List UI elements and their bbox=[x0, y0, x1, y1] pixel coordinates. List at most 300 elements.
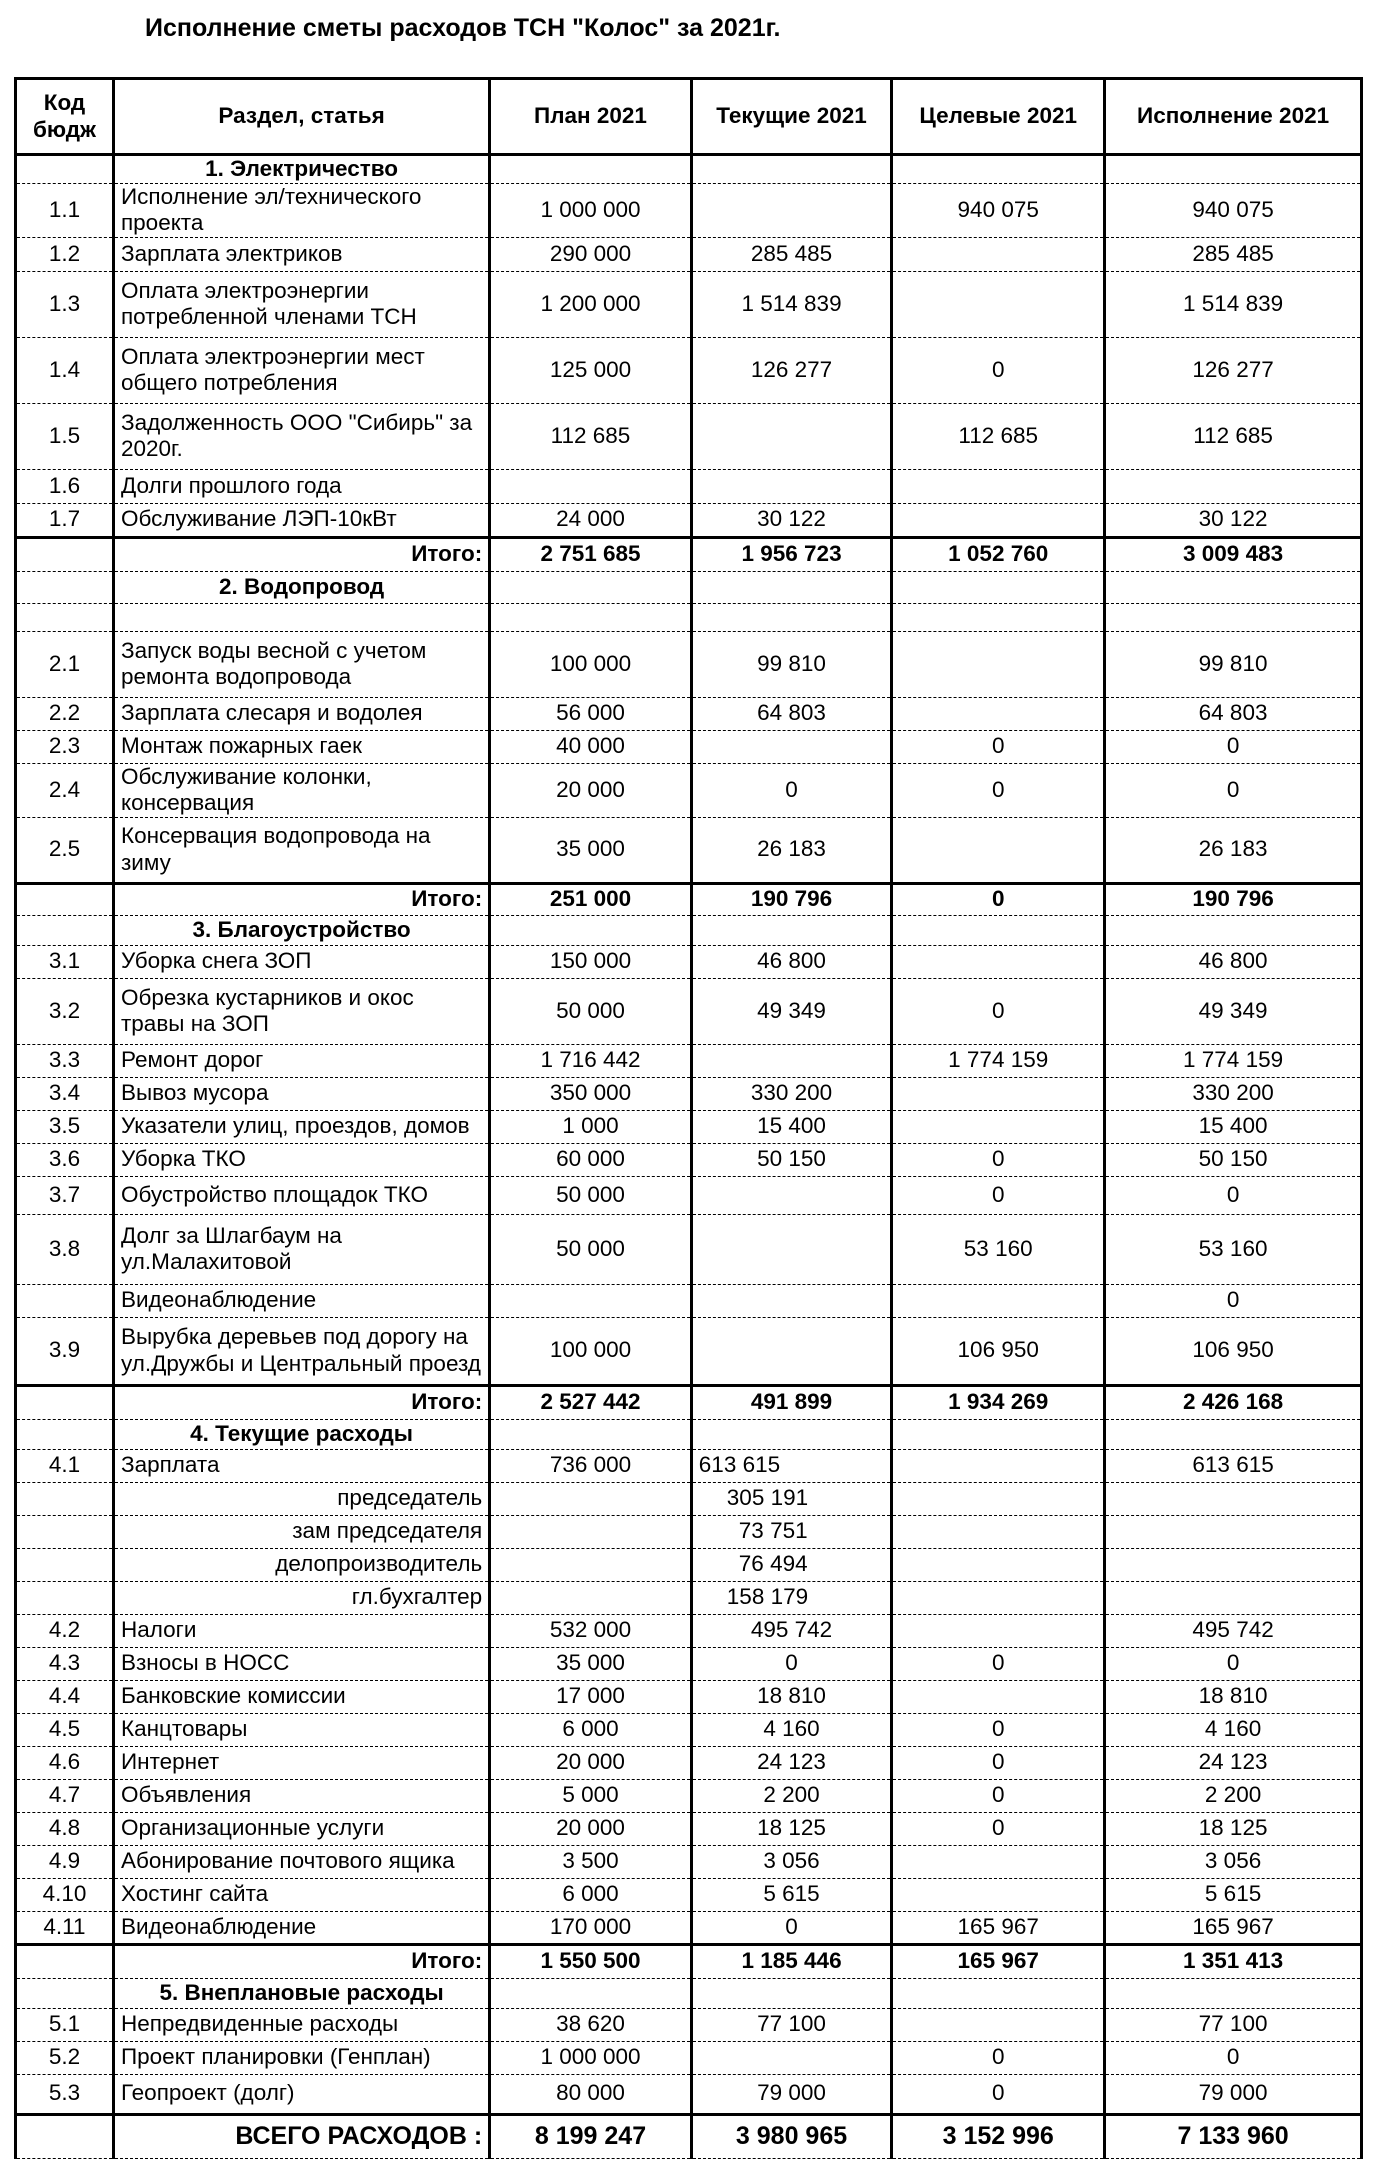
table-row bbox=[16, 2074, 1362, 2114]
row-name: Обрезка кустарников и окос травы на ЗОП bbox=[113, 978, 489, 1044]
table-row bbox=[16, 945, 1362, 978]
salary-position: зам председателя bbox=[113, 1515, 489, 1548]
row-code: 4.8 bbox=[16, 1812, 114, 1845]
row-code: 4.6 bbox=[16, 1746, 114, 1779]
row-current: 1 514 839 bbox=[691, 271, 891, 337]
section-header-row bbox=[16, 1978, 1362, 2008]
row-current bbox=[691, 1176, 891, 1214]
row-exec: 3 056 bbox=[1105, 1845, 1362, 1878]
table-row bbox=[16, 271, 1362, 337]
row-current: 30 122 bbox=[691, 503, 891, 537]
total-target: 1 934 269 bbox=[892, 1385, 1105, 1419]
row-name: Геопроект (долг) bbox=[113, 2074, 489, 2114]
header-section: Раздел, статья bbox=[113, 79, 489, 155]
section-total-row bbox=[16, 537, 1362, 571]
row-plan: 532 000 bbox=[490, 1614, 692, 1647]
row-target bbox=[892, 271, 1105, 337]
total-current: 190 796 bbox=[691, 883, 891, 915]
row-plan: 24 000 bbox=[490, 503, 692, 537]
row-plan: 50 000 bbox=[490, 1214, 692, 1284]
row-target bbox=[892, 1680, 1105, 1713]
row-exec: 613 615 bbox=[1105, 1449, 1362, 1482]
row-name: Задолженность ООО "Сибирь" за 2020г. bbox=[113, 403, 489, 469]
row-exec: 330 200 bbox=[1105, 1077, 1362, 1110]
row-plan: 150 000 bbox=[490, 945, 692, 978]
section-title: 2. Водопровод bbox=[113, 571, 489, 603]
row-name: Непредвиденные расходы bbox=[113, 2008, 489, 2041]
row-name: Ремонт дорог bbox=[113, 1044, 489, 1077]
row-exec: 1 774 159 bbox=[1105, 1044, 1362, 1077]
row-current: 0 bbox=[691, 1647, 891, 1680]
row-name: Уборка ТКО bbox=[113, 1143, 489, 1176]
table-row bbox=[16, 1284, 1362, 1317]
row-plan: 20 000 bbox=[490, 763, 692, 817]
row-exec: 0 bbox=[1105, 2041, 1362, 2074]
section-header-row bbox=[16, 1419, 1362, 1449]
row-current: 18 810 bbox=[691, 1680, 891, 1713]
row-plan: 350 000 bbox=[490, 1077, 692, 1110]
total-target: 1 052 760 bbox=[892, 537, 1105, 571]
total-label: Итого: bbox=[113, 1385, 489, 1419]
table-row bbox=[16, 730, 1362, 763]
row-exec: 940 075 bbox=[1105, 183, 1362, 237]
row-exec: 0 bbox=[1105, 730, 1362, 763]
row-exec: 0 bbox=[1105, 1647, 1362, 1680]
total-exec: 190 796 bbox=[1105, 883, 1362, 915]
row-target: 106 950 bbox=[892, 1317, 1105, 1385]
row-code: 4.2 bbox=[16, 1614, 114, 1647]
section-total-row bbox=[16, 1385, 1362, 1419]
header-plan: План 2021 bbox=[490, 79, 692, 155]
row-code: 3.5 bbox=[16, 1110, 114, 1143]
total-target: 165 967 bbox=[892, 1944, 1105, 1978]
header-current: Текущие 2021 bbox=[691, 79, 891, 155]
row-name: Абонирование почтового ящика bbox=[113, 1845, 489, 1878]
row-plan: 125 000 bbox=[490, 337, 692, 403]
table-row bbox=[16, 1812, 1362, 1845]
row-name: Объявления bbox=[113, 1779, 489, 1812]
table-row bbox=[16, 631, 1362, 697]
row-code: 3.3 bbox=[16, 1044, 114, 1077]
row-plan bbox=[490, 1284, 692, 1317]
grand-total-target: 3 152 996 bbox=[892, 2114, 1105, 2158]
salary-breakdown-row bbox=[16, 1482, 1362, 1515]
row-target: 940 075 bbox=[892, 183, 1105, 237]
row-plan: 20 000 bbox=[490, 1812, 692, 1845]
row-code: 5.1 bbox=[16, 2008, 114, 2041]
row-plan: 35 000 bbox=[490, 817, 692, 883]
row-plan: 736 000 bbox=[490, 1449, 692, 1482]
row-current: 0 bbox=[691, 763, 891, 817]
row-current bbox=[691, 1044, 891, 1077]
table-row bbox=[16, 1044, 1362, 1077]
row-code: 1.2 bbox=[16, 237, 114, 271]
row-code: 1.1 bbox=[16, 183, 114, 237]
row-current: 330 200 bbox=[691, 1077, 891, 1110]
row-code: 3.9 bbox=[16, 1317, 114, 1385]
row-name: Вывоз мусора bbox=[113, 1077, 489, 1110]
row-current bbox=[691, 2041, 891, 2074]
row-name: Налоги bbox=[113, 1614, 489, 1647]
table-row bbox=[16, 1713, 1362, 1746]
table-row bbox=[16, 763, 1362, 817]
salary-amount: 305 191 bbox=[691, 1482, 891, 1515]
row-code: 1.3 bbox=[16, 271, 114, 337]
row-code: 4.7 bbox=[16, 1779, 114, 1812]
row-plan: 1 000 000 bbox=[490, 2041, 692, 2074]
row-name: Долги прошлого года bbox=[113, 469, 489, 503]
row-target: 0 bbox=[892, 1746, 1105, 1779]
row-name: Долг за Шлагбаум на ул.Малахитовой bbox=[113, 1214, 489, 1284]
row-code: 2.4 bbox=[16, 763, 114, 817]
row-plan: 40 000 bbox=[490, 730, 692, 763]
row-exec: 26 183 bbox=[1105, 817, 1362, 883]
salary-breakdown-row bbox=[16, 1515, 1362, 1548]
row-plan: 50 000 bbox=[490, 978, 692, 1044]
empty-row bbox=[16, 603, 1362, 631]
row-current: 3 056 bbox=[691, 1845, 891, 1878]
row-name: Вырубка деревьев под дорогу на ул.Дружбы и Центральный проезд bbox=[113, 1317, 489, 1385]
salary-amount: 73 751 bbox=[691, 1515, 891, 1548]
row-target: 0 bbox=[892, 1713, 1105, 1746]
table-row bbox=[16, 1110, 1362, 1143]
row-name: Указатели улиц, проездов, домов bbox=[113, 1110, 489, 1143]
salary-breakdown-row bbox=[16, 1548, 1362, 1581]
row-code: 4.1 bbox=[16, 1449, 114, 1482]
row-exec: 30 122 bbox=[1105, 503, 1362, 537]
row-target bbox=[892, 817, 1105, 883]
row-current: 5 615 bbox=[691, 1878, 891, 1911]
row-current: 99 810 bbox=[691, 631, 891, 697]
row-exec: 77 100 bbox=[1105, 2008, 1362, 2041]
budget-execution-table bbox=[14, 77, 1363, 2159]
row-exec: 112 685 bbox=[1105, 403, 1362, 469]
salary-position: делопроизводитель bbox=[113, 1548, 489, 1581]
row-current: 2 200 bbox=[691, 1779, 891, 1812]
row-current: 15 400 bbox=[691, 1110, 891, 1143]
total-exec: 3 009 483 bbox=[1105, 537, 1362, 571]
row-target bbox=[892, 1077, 1105, 1110]
row-current bbox=[691, 403, 891, 469]
row-code: 3.7 bbox=[16, 1176, 114, 1214]
row-exec: 165 967 bbox=[1105, 1911, 1362, 1944]
row-code: 4.5 bbox=[16, 1713, 114, 1746]
table-row bbox=[16, 1214, 1362, 1284]
row-exec: 15 400 bbox=[1105, 1110, 1362, 1143]
row-plan: 20 000 bbox=[490, 1746, 692, 1779]
row-current bbox=[691, 469, 891, 503]
row-target: 0 bbox=[892, 337, 1105, 403]
row-target: 0 bbox=[892, 2074, 1105, 2114]
total-plan: 251 000 bbox=[490, 883, 692, 915]
row-current bbox=[691, 183, 891, 237]
row-plan bbox=[490, 469, 692, 503]
row-name: Организационные услуги bbox=[113, 1812, 489, 1845]
row-current: 77 100 bbox=[691, 2008, 891, 2041]
row-current: 50 150 bbox=[691, 1143, 891, 1176]
row-target: 0 bbox=[892, 2041, 1105, 2074]
row-target: 0 bbox=[892, 1647, 1105, 1680]
table-row bbox=[16, 1911, 1362, 1944]
row-plan: 112 685 bbox=[490, 403, 692, 469]
row-code: 2.1 bbox=[16, 631, 114, 697]
row-code: 2.2 bbox=[16, 697, 114, 730]
document-title: Исполнение сметы расходов ТСН "Колос" за 2021г. bbox=[145, 14, 781, 42]
table-row bbox=[16, 1878, 1362, 1911]
row-exec: 106 950 bbox=[1105, 1317, 1362, 1385]
row-current: 126 277 bbox=[691, 337, 891, 403]
row-name: Взносы в НОСС bbox=[113, 1647, 489, 1680]
row-exec: 0 bbox=[1105, 1284, 1362, 1317]
table-row bbox=[16, 1614, 1362, 1647]
row-exec: 50 150 bbox=[1105, 1143, 1362, 1176]
row-target bbox=[892, 697, 1105, 730]
row-plan: 100 000 bbox=[490, 631, 692, 697]
row-plan: 290 000 bbox=[490, 237, 692, 271]
row-target bbox=[892, 237, 1105, 271]
row-exec: 5 615 bbox=[1105, 1878, 1362, 1911]
row-code: 3.4 bbox=[16, 1077, 114, 1110]
row-current: 0 bbox=[691, 1911, 891, 1944]
row-target bbox=[892, 1284, 1105, 1317]
row-plan: 1 200 000 bbox=[490, 271, 692, 337]
total-plan: 2 751 685 bbox=[490, 537, 692, 571]
row-target: 165 967 bbox=[892, 1911, 1105, 1944]
section-title: 5. Внеплановые расходы bbox=[113, 1978, 489, 2008]
total-plan: 2 527 442 bbox=[490, 1385, 692, 1419]
row-name: Интернет bbox=[113, 1746, 489, 1779]
salary-breakdown-row bbox=[16, 1581, 1362, 1614]
row-current: 64 803 bbox=[691, 697, 891, 730]
row-plan: 5 000 bbox=[490, 1779, 692, 1812]
table-row bbox=[16, 1746, 1362, 1779]
row-plan: 35 000 bbox=[490, 1647, 692, 1680]
row-target: 0 bbox=[892, 1779, 1105, 1812]
total-current: 491 899 bbox=[691, 1385, 891, 1419]
grand-total-row bbox=[16, 2114, 1362, 2158]
total-target: 0 bbox=[892, 883, 1105, 915]
row-name: Оплата электроэнергии потребленной членами ТСН bbox=[113, 271, 489, 337]
row-plan: 3 500 bbox=[490, 1845, 692, 1878]
row-current: 613 615 bbox=[691, 1449, 891, 1482]
row-target: 112 685 bbox=[892, 403, 1105, 469]
total-label: Итого: bbox=[113, 883, 489, 915]
section-header-row bbox=[16, 155, 1362, 184]
row-current bbox=[691, 1284, 891, 1317]
row-name: Зарплата слесаря и водолея bbox=[113, 697, 489, 730]
table-row bbox=[16, 2008, 1362, 2041]
table-row bbox=[16, 503, 1362, 537]
row-plan: 17 000 bbox=[490, 1680, 692, 1713]
section-title: 1. Электричество bbox=[113, 155, 489, 184]
table-row bbox=[16, 1317, 1362, 1385]
table-row bbox=[16, 337, 1362, 403]
row-code bbox=[16, 1284, 114, 1317]
total-exec: 2 426 168 bbox=[1105, 1385, 1362, 1419]
row-current bbox=[691, 1317, 891, 1385]
table-header-row bbox=[16, 79, 1362, 155]
total-label: Итого: bbox=[113, 537, 489, 571]
row-current bbox=[691, 730, 891, 763]
row-name: Видеонаблюдение bbox=[113, 1911, 489, 1944]
row-code: 1.5 bbox=[16, 403, 114, 469]
row-target bbox=[892, 1614, 1105, 1647]
table-row bbox=[16, 1845, 1362, 1878]
row-code: 3.2 bbox=[16, 978, 114, 1044]
table-row bbox=[16, 1077, 1362, 1110]
row-target: 0 bbox=[892, 1176, 1105, 1214]
row-code: 5.2 bbox=[16, 2041, 114, 2074]
row-target bbox=[892, 631, 1105, 697]
row-current: 49 349 bbox=[691, 978, 891, 1044]
row-current: 495 742 bbox=[691, 1614, 891, 1647]
table-row bbox=[16, 1779, 1362, 1812]
row-code: 1.7 bbox=[16, 503, 114, 537]
total-current: 1 185 446 bbox=[691, 1944, 891, 1978]
row-target: 0 bbox=[892, 730, 1105, 763]
row-target: 0 bbox=[892, 978, 1105, 1044]
salary-amount: 158 179 bbox=[691, 1581, 891, 1614]
row-exec: 0 bbox=[1105, 763, 1362, 817]
table-row bbox=[16, 403, 1362, 469]
grand-total-current: 3 980 965 bbox=[691, 2114, 891, 2158]
row-name: Обустройство площадок ТКО bbox=[113, 1176, 489, 1214]
row-current: 26 183 bbox=[691, 817, 891, 883]
row-code: 4.3 bbox=[16, 1647, 114, 1680]
row-code: 2.3 bbox=[16, 730, 114, 763]
section-total-row bbox=[16, 1944, 1362, 1978]
row-name: Уборка снега ЗОП bbox=[113, 945, 489, 978]
total-label: Итого: bbox=[113, 1944, 489, 1978]
total-plan: 1 550 500 bbox=[490, 1944, 692, 1978]
row-code: 4.11 bbox=[16, 1911, 114, 1944]
table-row bbox=[16, 1647, 1362, 1680]
salary-position: председатель bbox=[113, 1482, 489, 1515]
total-current: 1 956 723 bbox=[691, 537, 891, 571]
row-current: 285 485 bbox=[691, 237, 891, 271]
row-exec: 0 bbox=[1105, 1176, 1362, 1214]
table-row bbox=[16, 183, 1362, 237]
row-current: 24 123 bbox=[691, 1746, 891, 1779]
row-name: Монтаж пожарных гаек bbox=[113, 730, 489, 763]
row-exec: 285 485 bbox=[1105, 237, 1362, 271]
table-row bbox=[16, 237, 1362, 271]
grand-total-plan: 8 199 247 bbox=[490, 2114, 692, 2158]
section-total-row bbox=[16, 883, 1362, 915]
row-name: Видеонаблюдение bbox=[113, 1284, 489, 1317]
table-row bbox=[16, 817, 1362, 883]
row-target: 53 160 bbox=[892, 1214, 1105, 1284]
row-exec bbox=[1105, 469, 1362, 503]
row-target: 0 bbox=[892, 1812, 1105, 1845]
row-code: 1.6 bbox=[16, 469, 114, 503]
row-target bbox=[892, 1845, 1105, 1878]
row-code: 5.3 bbox=[16, 2074, 114, 2114]
row-name: Канцтовары bbox=[113, 1713, 489, 1746]
row-plan: 170 000 bbox=[490, 1911, 692, 1944]
header-target: Целевые 2021 bbox=[892, 79, 1105, 155]
section-header-row bbox=[16, 915, 1362, 945]
table-row bbox=[16, 1176, 1362, 1214]
row-code: 4.10 bbox=[16, 1878, 114, 1911]
row-name: Исполнение эл/технического проекта bbox=[113, 183, 489, 237]
row-exec: 64 803 bbox=[1105, 697, 1362, 730]
table-row bbox=[16, 1680, 1362, 1713]
row-target bbox=[892, 2008, 1105, 2041]
row-exec: 24 123 bbox=[1105, 1746, 1362, 1779]
row-current: 18 125 bbox=[691, 1812, 891, 1845]
grand-total-label: ВСЕГО РАСХОДОВ : bbox=[113, 2114, 489, 2158]
row-name: Обслуживание колонки, консервация bbox=[113, 763, 489, 817]
row-target: 0 bbox=[892, 763, 1105, 817]
row-exec: 4 160 bbox=[1105, 1713, 1362, 1746]
salary-position: гл.бухгалтер bbox=[113, 1581, 489, 1614]
row-plan: 50 000 bbox=[490, 1176, 692, 1214]
row-target: 1 774 159 bbox=[892, 1044, 1105, 1077]
row-plan: 1 000 bbox=[490, 1110, 692, 1143]
header-execution: Исполнение 2021 bbox=[1105, 79, 1362, 155]
row-plan: 80 000 bbox=[490, 2074, 692, 2114]
grand-total-exec: 7 133 960 bbox=[1105, 2114, 1362, 2158]
table-row bbox=[16, 1449, 1362, 1482]
row-current: 4 160 bbox=[691, 1713, 891, 1746]
row-target: 0 bbox=[892, 1143, 1105, 1176]
row-code: 3.1 bbox=[16, 945, 114, 978]
row-name: Зарплата электриков bbox=[113, 237, 489, 271]
row-target bbox=[892, 945, 1105, 978]
table-row bbox=[16, 1143, 1362, 1176]
row-plan: 60 000 bbox=[490, 1143, 692, 1176]
row-plan: 100 000 bbox=[490, 1317, 692, 1385]
row-exec: 46 800 bbox=[1105, 945, 1362, 978]
row-exec: 1 514 839 bbox=[1105, 271, 1362, 337]
row-target bbox=[892, 503, 1105, 537]
row-name: Оплата электроэнергии мест общего потребления bbox=[113, 337, 489, 403]
row-current bbox=[691, 1214, 891, 1284]
row-code: 3.6 bbox=[16, 1143, 114, 1176]
row-name: Зарплата bbox=[113, 1449, 489, 1482]
table-row bbox=[16, 469, 1362, 503]
row-exec: 79 000 bbox=[1105, 2074, 1362, 2114]
row-name: Обслуживание ЛЭП-10кВт bbox=[113, 503, 489, 537]
row-exec: 18 125 bbox=[1105, 1812, 1362, 1845]
row-name: Консервация водопровода на зиму bbox=[113, 817, 489, 883]
row-code: 4.4 bbox=[16, 1680, 114, 1713]
row-plan: 6 000 bbox=[490, 1713, 692, 1746]
row-plan: 56 000 bbox=[490, 697, 692, 730]
section-title: 4. Текущие расходы bbox=[113, 1419, 489, 1449]
salary-amount: 76 494 bbox=[691, 1548, 891, 1581]
row-target bbox=[892, 1449, 1105, 1482]
row-name: Запуск воды весной с учетом ремонта водопровода bbox=[113, 631, 489, 697]
table-row bbox=[16, 978, 1362, 1044]
total-exec: 1 351 413 bbox=[1105, 1944, 1362, 1978]
row-name: Банковские комиссии bbox=[113, 1680, 489, 1713]
row-code: 3.8 bbox=[16, 1214, 114, 1284]
row-exec: 53 160 bbox=[1105, 1214, 1362, 1284]
row-plan: 1 000 000 bbox=[490, 183, 692, 237]
row-code: 1.4 bbox=[16, 337, 114, 403]
row-exec: 126 277 bbox=[1105, 337, 1362, 403]
row-plan: 6 000 bbox=[490, 1878, 692, 1911]
table-row bbox=[16, 2041, 1362, 2074]
row-target bbox=[892, 469, 1105, 503]
section-title: 3. Благоустройство bbox=[113, 915, 489, 945]
row-code: 2.5 bbox=[16, 817, 114, 883]
row-name: Проект планировки (Генплан) bbox=[113, 2041, 489, 2074]
row-exec: 2 200 bbox=[1105, 1779, 1362, 1812]
row-target bbox=[892, 1110, 1105, 1143]
